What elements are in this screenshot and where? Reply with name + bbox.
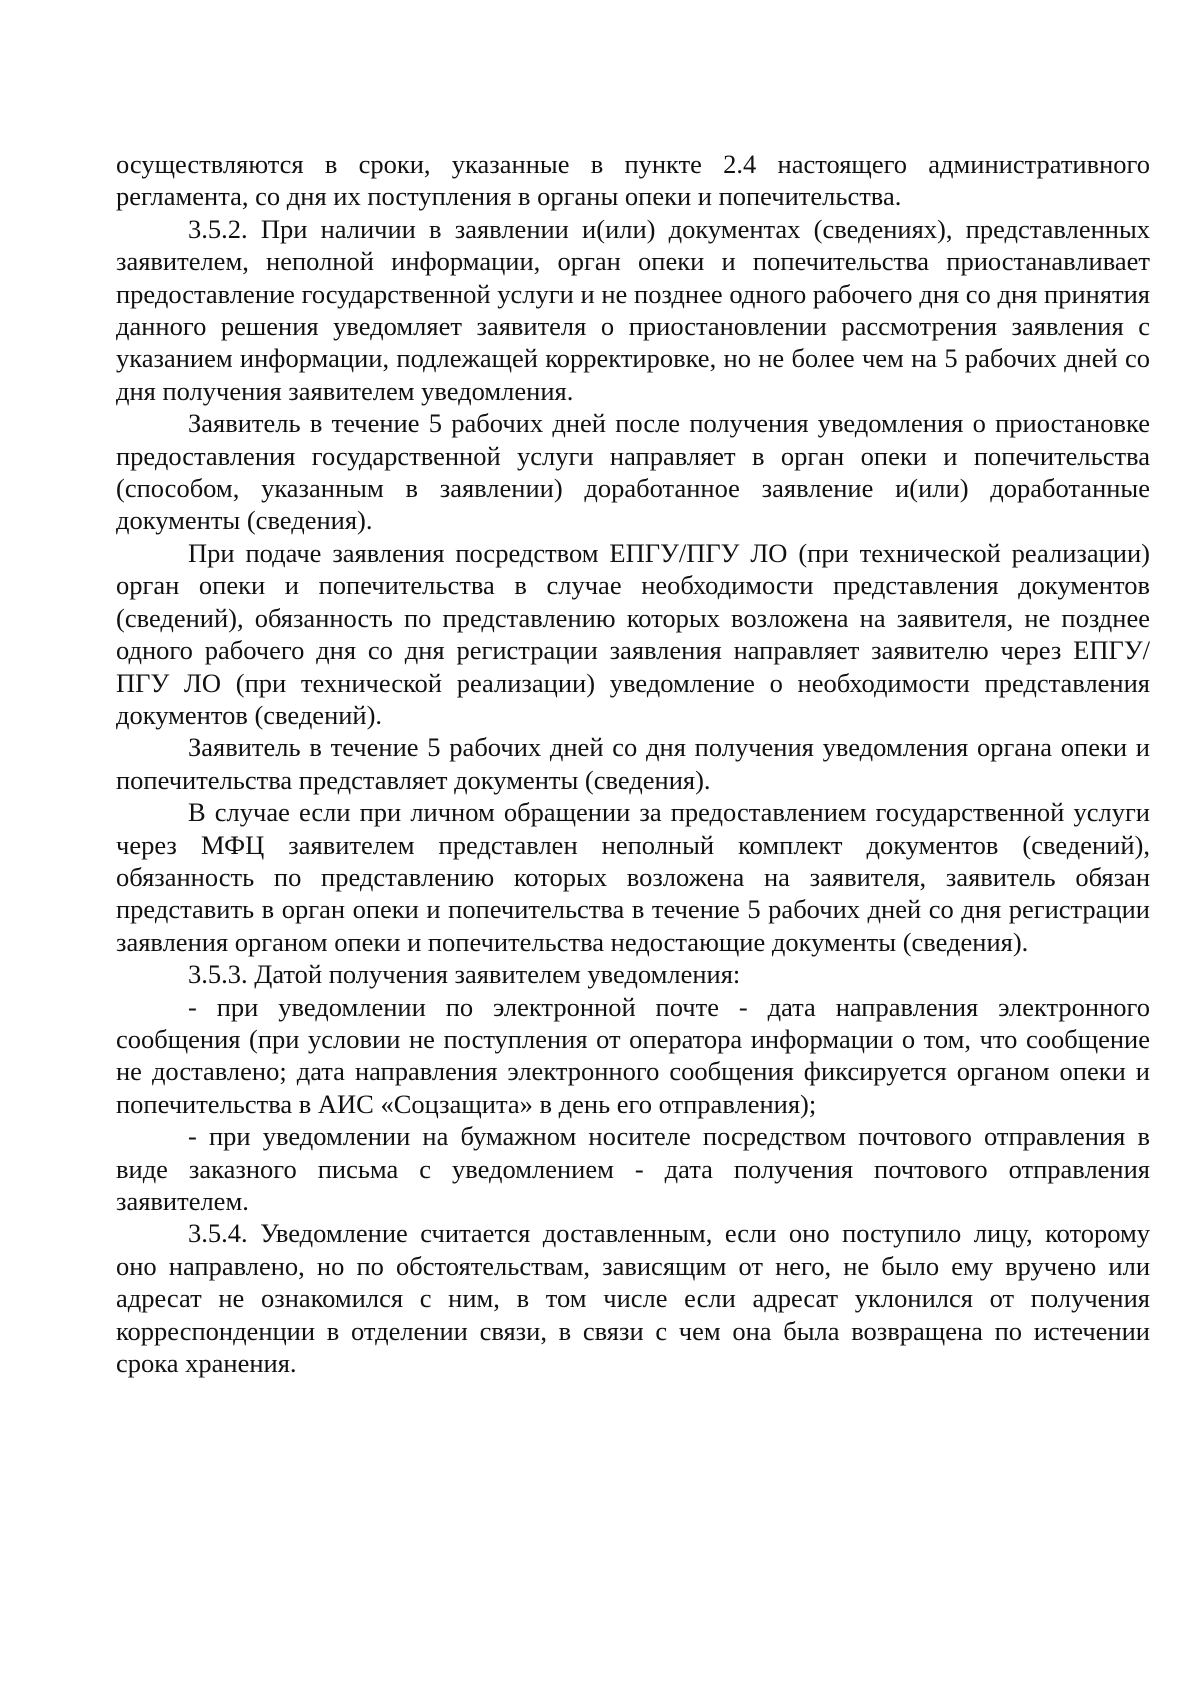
paragraph-3-5-3: 3.5.3. Датой получения заявителем уведомления: [188,959,741,990]
paragraph-applicant-documents: Заявитель в течение 5 рабочих дней со дня получения уведомления органа опеки и попечительства представляет документы (сведения). [116,732,1150,795]
paragraph-paper-notification: - при уведомлении на бумажном носителе посредством почтового отправления в виде заказного письма с уведомлением - дата получения почтового отправления заявителем. [116,1121,1150,1216]
paragraph-epgu-submission: При подаче заявления посредством ЕПГУ/ПГУ ЛО (при технической реализации) орган опеки и попечительства в случае необходимости представления документов (сведений), обязанность по представлению которых возложена на заявителя, не позднее одного рабочего дня со дня регистрации заявления направляет заявителю через ЕПГУ/ПГУ ЛО (при технической реализации) уведомление о необходимости представления документов (сведений). [116,537,1150,730]
paragraph-mfc-submission: В случае если при личном обращении за предоставлением государственной услуги через МФЦ заявителем представлен неполный комплект документов (сведений), обязанность по представлению которых возложена на заявителя, заявитель обязан представить в орган опеки и попечительства в течение 5 рабочих дней со дня регистрации заявления органом опеки и попечительства недостающие документы (сведения). [116,797,1150,957]
paragraph-continuation: осуществляются в сроки, указанные в пункте 2.4 настоящего административного регламента, со дня их поступления в органы опеки и попечительства. [116,149,1150,212]
paragraph-3-5-2: 3.5.2. При наличии в заявлении и(или) документах (сведениях), представленных заявителем, неполной информации, орган опеки и попечительства приостанавливает предоставление государственной услуги и не позднее одного рабочего дня со дня принятия данного решения уведомляет заявителя о приостановлении рассмотрения заявления с указанием информации, подлежащей корректировке, но не более чем на 5 рабочих дней со дня получения заявителем уведомления. [116,213,1150,406]
paragraph-applicant-revision: Заявитель в течение 5 рабочих дней после получения уведомления о приостановке предоставления государственной услуги направляет в орган опеки и попечительства (способом, указанным в заявлении) доработанное заявление и(или) доработанные документы (сведения). [116,408,1150,536]
paragraph-email-notification: - при уведомлении по электронной почте - дата направления электронного сообщения (при условии не поступления от оператора информации о том, что сообщение не доставлено; дата направления электронного сообщения фиксируется органом опеки и попечительства в АИС «Соцзащита» в день его отправления); [116,991,1150,1119]
document-body [116,148,1150,1379]
paragraph-3-5-4: 3.5.4. Уведомление считается доставленным, если оно поступило лицу, которому оно направлено, но по обстоятельствам, зависящим от него, не было ему вручено или адресат не ознакомился с ним, в том числе если адресат уклонился от получения корреспонденции в отделении связи, в связи с чем она была возвращена по истечении срока хранения. [116,1218,1150,1379]
